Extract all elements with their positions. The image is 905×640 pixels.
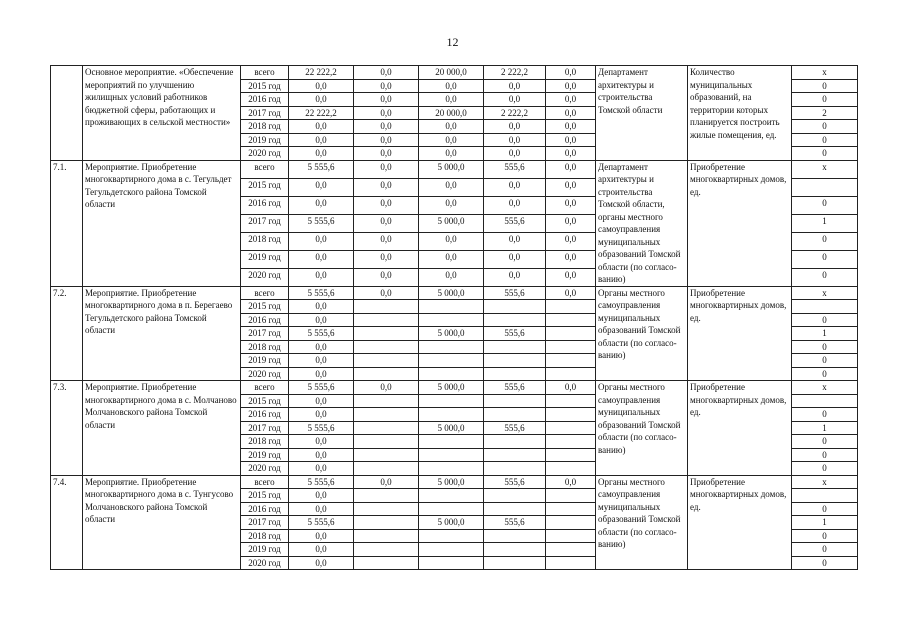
indicator-name: Приобретение многоквартирных домов, ед. [688,381,792,476]
value-cell: 20 000,0 [419,106,484,120]
indicator-value [792,300,858,314]
value-cell [354,421,419,435]
value-cell: 0,0 [546,381,596,395]
table-row [51,66,858,80]
value-cell [546,354,596,368]
value-cell: 5 555,6 [289,327,354,341]
value-cell: 555,6 [484,381,546,395]
value-cell: 0,0 [289,367,354,381]
value-cell: 0,0 [354,106,419,120]
year-cell: всего [241,66,289,80]
year-cell: 2020 год [241,268,289,286]
value-cell: 0,0 [546,475,596,489]
value-cell: 0,0 [289,133,354,147]
value-cell: 0,0 [354,286,419,300]
year-cell: 2016 год [241,408,289,422]
table-row [51,286,858,300]
value-cell: 2 222,2 [484,106,546,120]
year-cell: 2017 год [241,421,289,435]
indicator-value: 0 [792,340,858,354]
value-cell: 22 222,2 [289,66,354,80]
responsible-executor: Органы местного самоуправления муниципальных образований Томской области (по согласо-ванию) [596,286,688,381]
value-cell: 0,0 [419,232,484,250]
value-cell: 0,0 [419,120,484,134]
value-cell [546,367,596,381]
value-cell: 0,0 [354,232,419,250]
value-cell [419,556,484,570]
value-cell: 0,0 [354,79,419,93]
value-cell: 0,0 [354,147,419,161]
value-cell [354,543,419,557]
year-cell: 2016 год [241,313,289,327]
year-cell: 2020 год [241,147,289,161]
indicator-value: 0 [792,543,858,557]
year-cell: 2015 год [241,178,289,196]
year-cell: 2017 год [241,516,289,530]
value-cell: 555,6 [484,327,546,341]
value-cell [484,462,546,476]
value-cell: 0,0 [354,160,419,178]
indicator-value: 1 [792,421,858,435]
indicator-value: 0 [792,367,858,381]
year-cell: 2016 год [241,196,289,214]
value-cell: 5 000,0 [419,214,484,232]
value-cell [419,340,484,354]
year-cell: 2015 год [241,394,289,408]
value-cell: 0,0 [546,79,596,93]
year-cell: 2015 год [241,300,289,314]
value-cell: 5 555,6 [289,421,354,435]
value-cell [484,354,546,368]
value-cell: 5 000,0 [419,381,484,395]
value-cell [354,435,419,449]
section-name: Мероприятие. Приобретение многоквартирного дома в с. Тегульдет Тегульдетского района Томской области [83,160,241,286]
value-cell [546,435,596,449]
value-cell: 5 000,0 [419,421,484,435]
value-cell [354,354,419,368]
value-cell: 0,0 [419,196,484,214]
indicator-value: x [792,286,858,300]
indicator-value: 0 [792,502,858,516]
value-cell: 0,0 [419,268,484,286]
value-cell: 5 555,6 [289,160,354,178]
section-number [51,66,83,161]
value-cell: 22 222,2 [289,106,354,120]
value-cell: 0,0 [546,147,596,161]
value-cell: 555,6 [484,286,546,300]
indicator-value: x [792,160,858,178]
value-cell [354,408,419,422]
value-cell [419,408,484,422]
value-cell [484,340,546,354]
value-cell: 0,0 [354,120,419,134]
value-cell [354,556,419,570]
indicator-value: 0 [792,268,858,286]
indicator-value: 0 [792,354,858,368]
value-cell: 0,0 [419,93,484,107]
value-cell: 0,0 [419,178,484,196]
value-cell: 0,0 [354,214,419,232]
value-cell: 0,0 [289,408,354,422]
indicator-value: x [792,475,858,489]
year-cell: 2017 год [241,106,289,120]
value-cell [484,489,546,503]
indicator-value: 1 [792,327,858,341]
section-name: Мероприятие. Приобретение многоквартирного дома в с. Молчаново Молчановского района Томской области [83,381,241,476]
year-cell: 2015 год [241,489,289,503]
indicator-value: 1 [792,214,858,232]
value-cell: 0,0 [419,250,484,268]
value-cell: 555,6 [484,475,546,489]
table-row [51,160,858,178]
value-cell [484,435,546,449]
year-cell: 2018 год [241,435,289,449]
value-cell [546,543,596,557]
value-cell: 555,6 [484,516,546,530]
value-cell [546,448,596,462]
value-cell: 0,0 [484,268,546,286]
value-cell: 0,0 [354,66,419,80]
value-cell [484,543,546,557]
value-cell: 0,0 [546,250,596,268]
indicator-value: x [792,381,858,395]
value-cell [354,367,419,381]
value-cell: 0,0 [484,93,546,107]
year-cell: 2017 год [241,214,289,232]
indicator-value: 0 [792,133,858,147]
value-cell: 0,0 [546,160,596,178]
value-cell [546,516,596,530]
value-cell: 555,6 [484,160,546,178]
value-cell: 0,0 [289,147,354,161]
value-cell: 0,0 [546,106,596,120]
section-name: Мероприятие. Приобретение многоквартирного дома в с. Тунгусово Молчановского района Томской области [83,475,241,570]
value-cell [419,367,484,381]
value-cell: 0,0 [289,232,354,250]
value-cell [484,502,546,516]
value-cell: 0,0 [546,178,596,196]
value-cell: 0,0 [484,133,546,147]
year-cell: 2019 год [241,133,289,147]
value-cell [419,489,484,503]
value-cell: 555,6 [484,421,546,435]
value-cell [484,529,546,543]
value-cell [546,340,596,354]
value-cell: 0,0 [354,133,419,147]
value-cell [354,327,419,341]
value-cell [354,300,419,314]
value-cell [546,300,596,314]
value-cell: 0,0 [484,178,546,196]
value-cell [546,462,596,476]
indicator-value: 0 [792,556,858,570]
value-cell: 0,0 [289,354,354,368]
value-cell: 0,0 [289,120,354,134]
value-cell [419,300,484,314]
value-cell [546,327,596,341]
value-cell [354,502,419,516]
responsible-executor: Департамент архитектуры и строительства Томской области [596,66,688,161]
year-cell: 2016 год [241,502,289,516]
value-cell: 5 555,6 [289,381,354,395]
value-cell: 0,0 [354,93,419,107]
table-row [51,475,858,489]
indicator-value: 0 [792,232,858,250]
indicator-name: Количество муниципальных образований, на территории которых планируется построить жилые помещения, ед. [688,66,792,161]
responsible-executor: Департамент архитектуры и строительства Томской области, органы местного самоуправления муниципальных образований Томской области (по согласо-ванию) [596,160,688,286]
value-cell [354,394,419,408]
value-cell: 5 555,6 [289,516,354,530]
indicator-value [792,489,858,503]
value-cell: 0,0 [289,502,354,516]
value-cell: 0,0 [289,462,354,476]
year-cell: 2016 год [241,93,289,107]
year-cell: 2017 год [241,327,289,341]
value-cell: 0,0 [289,178,354,196]
indicator-value: 0 [792,408,858,422]
value-cell: 0,0 [419,133,484,147]
section-number: 7.3. [51,381,83,476]
indicator-value: 0 [792,313,858,327]
responsible-executor: Органы местного самоуправления муниципальных образований Томской области (по согласо-ванию) [596,381,688,476]
value-cell [546,421,596,435]
value-cell: 0,0 [546,268,596,286]
value-cell [419,448,484,462]
value-cell: 0,0 [289,300,354,314]
value-cell [354,448,419,462]
value-cell: 0,0 [354,381,419,395]
value-cell: 0,0 [546,214,596,232]
indicator-value [792,178,858,196]
year-cell: 2019 год [241,250,289,268]
value-cell: 5 000,0 [419,327,484,341]
value-cell: 0,0 [289,79,354,93]
value-cell: 0,0 [546,120,596,134]
value-cell: 0,0 [484,196,546,214]
value-cell: 555,6 [484,214,546,232]
value-cell: 0,0 [546,66,596,80]
indicator-value: 1 [792,516,858,530]
value-cell: 5 000,0 [419,160,484,178]
value-cell: 0,0 [546,133,596,147]
year-cell: 2018 год [241,120,289,134]
value-cell: 0,0 [546,196,596,214]
year-cell: 2020 год [241,462,289,476]
indicator-name: Приобретение многоквартирных домов, ед. [688,475,792,570]
section-number: 7.1. [51,160,83,286]
value-cell [419,502,484,516]
indicator-name: Приобретение многоквартирных домов, ед. [688,286,792,381]
value-cell [354,313,419,327]
year-cell: 2020 год [241,556,289,570]
table-body [51,66,858,570]
indicator-value: x [792,66,858,80]
year-cell: 2020 год [241,367,289,381]
indicator-value: 0 [792,435,858,449]
indicator-value: 2 [792,106,858,120]
year-cell: всего [241,381,289,395]
value-cell: 0,0 [419,147,484,161]
value-cell: 0,0 [289,250,354,268]
value-cell: 5 555,6 [289,475,354,489]
indicator-value: 0 [792,250,858,268]
year-cell: 2015 год [241,79,289,93]
page-number: 12 [446,35,459,49]
value-cell [354,489,419,503]
value-cell: 0,0 [484,120,546,134]
value-cell [354,340,419,354]
indicator-value: 0 [792,529,858,543]
value-cell: 0,0 [484,250,546,268]
year-cell: всего [241,286,289,300]
year-cell: 2019 год [241,543,289,557]
section-number: 7.4. [51,475,83,570]
responsible-executor: Органы местного самоуправления муниципальных образований Томской области (по согласо-ванию) [596,475,688,570]
value-cell [419,394,484,408]
value-cell: 5 000,0 [419,475,484,489]
indicator-value: 0 [792,196,858,214]
value-cell [419,462,484,476]
value-cell [419,354,484,368]
value-cell [484,448,546,462]
value-cell: 0,0 [289,93,354,107]
program-table [50,65,858,570]
value-cell [546,529,596,543]
value-cell [546,556,596,570]
value-cell [484,300,546,314]
value-cell [484,313,546,327]
year-cell: 2019 год [241,448,289,462]
value-cell [419,313,484,327]
value-cell: 0,0 [289,196,354,214]
value-cell [419,543,484,557]
value-cell: 0,0 [289,340,354,354]
value-cell: 5 000,0 [419,516,484,530]
value-cell: 0,0 [546,93,596,107]
value-cell [546,502,596,516]
value-cell: 0,0 [354,178,419,196]
value-cell: 2 222,2 [484,66,546,80]
indicator-value [792,394,858,408]
value-cell [546,394,596,408]
value-cell [354,516,419,530]
value-cell: 0,0 [354,268,419,286]
table-row [51,381,858,395]
indicator-value: 0 [792,79,858,93]
value-cell: 0,0 [289,529,354,543]
value-cell: 0,0 [289,435,354,449]
year-cell: 2018 год [241,232,289,250]
value-cell: 5 555,6 [289,214,354,232]
value-cell: 0,0 [354,475,419,489]
year-cell: всего [241,475,289,489]
value-cell: 0,0 [419,79,484,93]
value-cell: 0,0 [484,232,546,250]
value-cell: 0,0 [354,196,419,214]
value-cell: 0,0 [289,313,354,327]
value-cell: 0,0 [289,543,354,557]
value-cell [484,367,546,381]
value-cell: 0,0 [289,448,354,462]
section-name: Основное мероприятие. «Обеспечение мероприятий по улучшению жилищных условий работников бюджетной сферы, работающих и проживающих в сельской местности» [83,66,241,161]
value-cell [546,313,596,327]
value-cell [484,408,546,422]
indicator-value: 0 [792,93,858,107]
value-cell: 5 000,0 [419,286,484,300]
indicator-value: 0 [792,120,858,134]
value-cell [354,462,419,476]
year-cell: всего [241,160,289,178]
value-cell: 0,0 [289,394,354,408]
year-cell: 2019 год [241,354,289,368]
value-cell: 20 000,0 [419,66,484,80]
year-cell: 2018 год [241,340,289,354]
indicator-value: 0 [792,462,858,476]
value-cell: 0,0 [546,232,596,250]
indicator-value: 0 [792,147,858,161]
value-cell: 0,0 [546,286,596,300]
value-cell: 0,0 [484,147,546,161]
indicator-value: 0 [792,448,858,462]
value-cell: 0,0 [289,489,354,503]
value-cell [354,529,419,543]
value-cell [484,394,546,408]
value-cell: 0,0 [289,268,354,286]
value-cell [419,529,484,543]
value-cell [484,556,546,570]
value-cell: 0,0 [354,250,419,268]
value-cell: 5 555,6 [289,286,354,300]
value-cell [546,408,596,422]
section-name: Мероприятие. Приобретение многоквартирного дома в п. Берегаево Тегульдетского района Томской области [83,286,241,381]
value-cell [546,489,596,503]
value-cell: 0,0 [484,79,546,93]
section-number: 7.2. [51,286,83,381]
year-cell: 2018 год [241,529,289,543]
indicator-name: Приобретение многоквартирных домов, ед. [688,160,792,286]
value-cell [419,435,484,449]
value-cell: 0,0 [289,556,354,570]
